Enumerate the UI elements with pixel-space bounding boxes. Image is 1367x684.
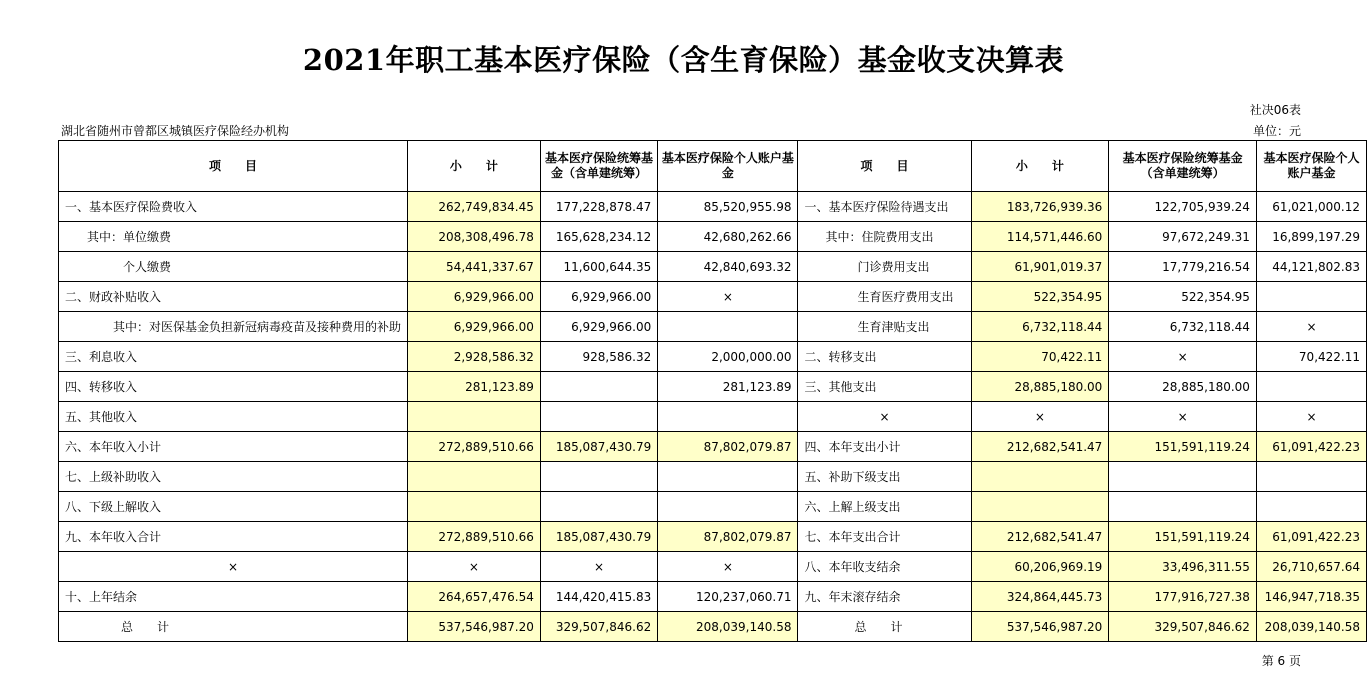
row-label-right: 生育医疗费用支出 [798, 282, 971, 312]
cell-subtotal: 208,308,496.78 [408, 222, 541, 252]
cell-personal [658, 402, 798, 432]
cell-subtotal-right [971, 462, 1109, 492]
cell-pooled-right [1109, 492, 1257, 522]
cell-pooled: × [540, 552, 657, 582]
row-label-right: 门诊费用支出 [798, 252, 971, 282]
table-row [59, 252, 1367, 282]
budget-table [58, 140, 1367, 642]
cell-pooled-right: 28,885,180.00 [1109, 372, 1257, 402]
cell-subtotal-right: 61,901,019.37 [971, 252, 1109, 282]
table-row [59, 312, 1367, 342]
cell-personal-right: 208,039,140.58 [1256, 612, 1366, 642]
unit-label: 单位：元 [1252, 124, 1301, 138]
table-row [59, 522, 1367, 552]
cell-pooled: 144,420,415.83 [540, 582, 657, 612]
row-label: 二、财政补贴收入 [59, 282, 408, 312]
row-label: 总 计 [59, 612, 408, 642]
row-label: 五、其他收入 [59, 402, 408, 432]
cell-subtotal: 262,749,834.45 [408, 192, 541, 222]
cell-subtotal: 2,928,586.32 [408, 342, 541, 372]
cell-subtotal [408, 492, 541, 522]
cell-subtotal-right: 324,864,445.73 [971, 582, 1109, 612]
cell-subtotal [408, 462, 541, 492]
cell-subtotal [408, 402, 541, 432]
cell-personal-right: 146,947,718.35 [1256, 582, 1366, 612]
cell-personal-right: 26,710,657.64 [1256, 552, 1366, 582]
cell-subtotal: 272,889,510.66 [408, 522, 541, 552]
cell-pooled-right [1109, 462, 1257, 492]
cell-personal: 87,802,079.87 [658, 522, 798, 552]
organization-name: 湖北省随州市曾都区城镇医疗保险经办机构 [61, 124, 290, 138]
row-label: 八、下级上解收入 [59, 492, 408, 522]
header-personal-fund-right: 基本医疗保险个人账户基金 [1256, 141, 1366, 192]
cell-pooled [540, 402, 657, 432]
table-row [59, 282, 1367, 312]
row-label: 十、上年结余 [59, 582, 408, 612]
row-label: 四、转移收入 [59, 372, 408, 402]
row-label: 其中：对医保基金负担新冠病毒疫苗及接种费用的补助 [59, 312, 408, 342]
row-label-right: 五、补助下级支出 [798, 462, 971, 492]
cell-pooled-right: × [1109, 402, 1257, 432]
cell-pooled-right: 6,732,118.44 [1109, 312, 1257, 342]
table-row [59, 492, 1367, 522]
table-row [59, 222, 1367, 252]
cell-pooled-right: 151,591,119.24 [1109, 432, 1257, 462]
row-label: 个人缴费 [59, 252, 408, 282]
row-label-right: 六、上解上级支出 [798, 492, 971, 522]
cell-subtotal-right [971, 492, 1109, 522]
cell-personal: 42,840,693.32 [658, 252, 798, 282]
row-label-right: 一、基本医疗保险待遇支出 [798, 192, 971, 222]
page-number: 第 6 页 [1261, 654, 1301, 668]
cell-subtotal: 264,657,476.54 [408, 582, 541, 612]
cell-subtotal: 281,123.89 [408, 372, 541, 402]
cell-subtotal-right: 70,422.11 [971, 342, 1109, 372]
cell-personal: 281,123.89 [658, 372, 798, 402]
row-label-right: 其中：住院费用支出 [798, 222, 971, 252]
cell-pooled-right: 329,507,846.62 [1109, 612, 1257, 642]
table-row [59, 432, 1367, 462]
row-label-right: × [798, 402, 971, 432]
cell-subtotal: 6,929,966.00 [408, 282, 541, 312]
cell-subtotal: 537,546,987.20 [408, 612, 541, 642]
cell-subtotal: 54,441,337.67 [408, 252, 541, 282]
cell-personal-right [1256, 492, 1366, 522]
cell-subtotal-right: 212,682,541.47 [971, 432, 1109, 462]
cell-personal [658, 312, 798, 342]
cell-personal-right: 44,121,802.83 [1256, 252, 1366, 282]
cell-pooled-right: 151,591,119.24 [1109, 522, 1257, 552]
table-row [59, 372, 1367, 402]
cell-subtotal-right: 28,885,180.00 [971, 372, 1109, 402]
row-label: 六、本年收入小计 [59, 432, 408, 462]
cell-personal-right: 61,091,422.23 [1256, 522, 1366, 552]
header-subtotal: 小 计 [408, 141, 541, 192]
cell-pooled-right: 33,496,311.55 [1109, 552, 1257, 582]
cell-personal-right: 61,091,422.23 [1256, 432, 1366, 462]
row-label: 三、利息收入 [59, 342, 408, 372]
table-row [59, 462, 1367, 492]
cell-pooled-right: 97,672,249.31 [1109, 222, 1257, 252]
header-pooled-fund: 基本医疗保险统筹基金（含单建统筹） [540, 141, 657, 192]
cell-subtotal-right: 183,726,939.36 [971, 192, 1109, 222]
row-label-right: 总 计 [798, 612, 971, 642]
cell-pooled-right: × [1109, 342, 1257, 372]
cell-pooled: 185,087,430.79 [540, 432, 657, 462]
row-label-right: 八、本年收支结余 [798, 552, 971, 582]
row-label-right: 三、其他支出 [798, 372, 971, 402]
cell-personal: 120,237,060.71 [658, 582, 798, 612]
cell-personal-right: 70,422.11 [1256, 342, 1366, 372]
row-label: × [59, 552, 408, 582]
table-row [59, 612, 1367, 642]
cell-subtotal-right: 522,354.95 [971, 282, 1109, 312]
cell-subtotal: 272,889,510.66 [408, 432, 541, 462]
cell-subtotal-right: 114,571,446.60 [971, 222, 1109, 252]
row-label: 一、基本医疗保险费收入 [59, 192, 408, 222]
row-label: 其中：单位缴费 [59, 222, 408, 252]
row-label-right: 九、年末滚存结余 [798, 582, 971, 612]
row-label: 九、本年收入合计 [59, 522, 408, 552]
row-label: 七、上级补助收入 [59, 462, 408, 492]
cell-pooled: 177,228,878.47 [540, 192, 657, 222]
cell-pooled-right: 122,705,939.24 [1109, 192, 1257, 222]
table-row [59, 342, 1367, 372]
cell-personal [658, 492, 798, 522]
cell-pooled: 6,929,966.00 [540, 312, 657, 342]
header-item-right: 项 目 [798, 141, 971, 192]
header-row [59, 141, 1367, 192]
cell-pooled [540, 462, 657, 492]
cell-personal: 208,039,140.58 [658, 612, 798, 642]
cell-personal: 87,802,079.87 [658, 432, 798, 462]
row-label-right: 七、本年支出合计 [798, 522, 971, 552]
cell-personal: 2,000,000.00 [658, 342, 798, 372]
report-title: 2021年职工基本医疗保险（含生育保险）基金收支决算表 [302, 43, 1065, 77]
cell-pooled: 928,586.32 [540, 342, 657, 372]
row-label-right: 生育津贴支出 [798, 312, 971, 342]
header-subtotal-right: 小 计 [971, 141, 1109, 192]
cell-personal-right: × [1256, 312, 1366, 342]
cell-pooled: 6,929,966.00 [540, 282, 657, 312]
cell-personal-right: 61,021,000.12 [1256, 192, 1366, 222]
cell-pooled-right: 522,354.95 [1109, 282, 1257, 312]
table-code: 社决06表 [1249, 103, 1301, 117]
cell-personal: × [658, 552, 798, 582]
header-personal-fund: 基本医疗保险个人账户基金 [658, 141, 798, 192]
cell-subtotal-right: × [971, 402, 1109, 432]
table-row [59, 402, 1367, 432]
cell-subtotal-right: 60,206,969.19 [971, 552, 1109, 582]
row-label-right: 四、本年支出小计 [798, 432, 971, 462]
cell-personal: 42,680,262.66 [658, 222, 798, 252]
table-row [59, 552, 1367, 582]
cell-pooled: 165,628,234.12 [540, 222, 657, 252]
cell-personal-right [1256, 462, 1366, 492]
table-row [59, 192, 1367, 222]
cell-subtotal: × [408, 552, 541, 582]
table-row [59, 582, 1367, 612]
cell-personal-right: × [1256, 402, 1366, 432]
cell-pooled [540, 492, 657, 522]
cell-subtotal: 6,929,966.00 [408, 312, 541, 342]
header-item: 项 目 [59, 141, 408, 192]
cell-personal-right [1256, 282, 1366, 312]
cell-subtotal-right: 6,732,118.44 [971, 312, 1109, 342]
cell-subtotal-right: 212,682,541.47 [971, 522, 1109, 552]
cell-personal-right [1256, 372, 1366, 402]
cell-pooled-right: 177,916,727.38 [1109, 582, 1257, 612]
cell-personal: × [658, 282, 798, 312]
cell-pooled: 329,507,846.62 [540, 612, 657, 642]
cell-personal: 85,520,955.98 [658, 192, 798, 222]
cell-personal [658, 462, 798, 492]
cell-pooled: 185,087,430.79 [540, 522, 657, 552]
cell-personal-right: 16,899,197.29 [1256, 222, 1366, 252]
header-pooled-fund-right: 基本医疗保险统筹基金（含单建统筹） [1109, 141, 1257, 192]
cell-pooled [540, 372, 657, 402]
cell-pooled: 11,600,644.35 [540, 252, 657, 282]
row-label-right: 二、转移支出 [798, 342, 971, 372]
cell-subtotal-right: 537,546,987.20 [971, 612, 1109, 642]
cell-pooled-right: 17,779,216.54 [1109, 252, 1257, 282]
